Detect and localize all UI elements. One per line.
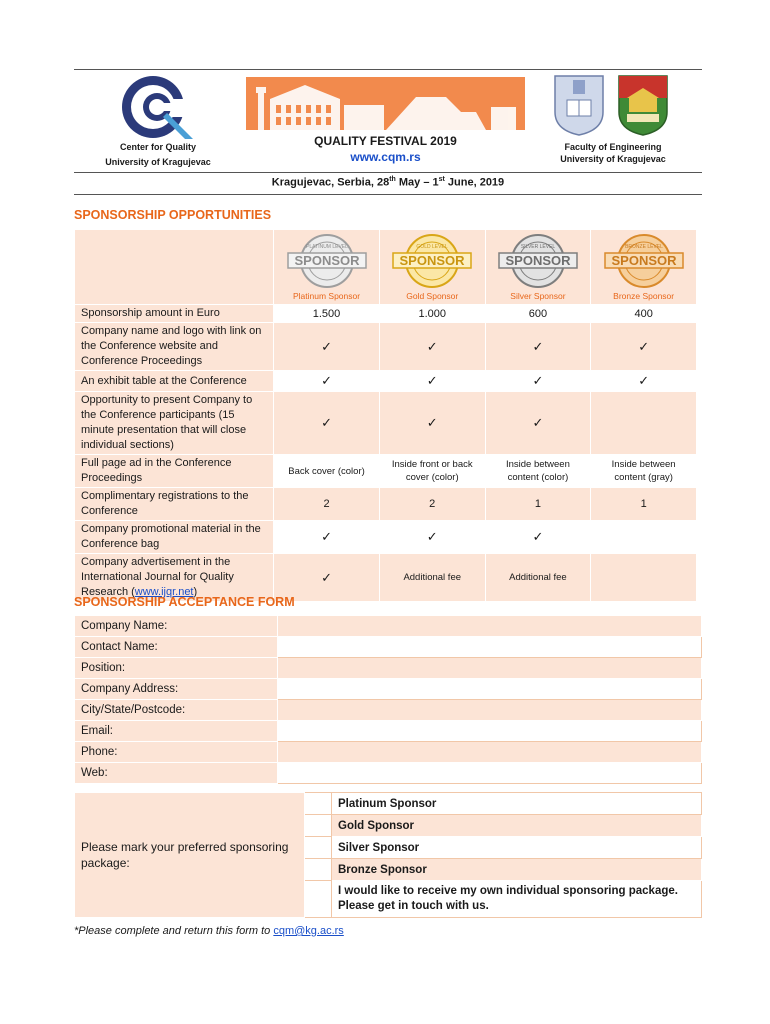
gold-checkbox[interactable] <box>305 815 332 837</box>
check-icon: ✓ <box>274 323 380 371</box>
company-name-label: Company Name: <box>75 616 278 637</box>
journal-ad-text: Company advertisement in the International Journal for Quality Research ( <box>81 556 234 598</box>
ad-gold: Inside front or back cover (color) <box>379 455 485 488</box>
package-header-gold <box>379 230 485 305</box>
position-label: Position: <box>75 658 278 679</box>
contact-name-label: Contact Name: <box>75 637 278 658</box>
amount-platinum: 1.500 <box>274 305 380 323</box>
check-icon: ✓ <box>379 392 485 455</box>
right-caption-2: University of Kragujevac <box>560 154 666 164</box>
left-caption-1: Center for Quality <box>119 142 196 152</box>
package-selection <box>74 792 702 918</box>
row-label-presentation: Opportunity to present Company to the Conference participants (15 minute presentation that will close individual sections) <box>75 392 274 455</box>
platinum-option: Platinum Sponsor <box>332 793 702 815</box>
check-icon: ✓ <box>274 554 380 602</box>
position-field[interactable] <box>278 658 702 679</box>
row-label-exhibit: An exhibit table at the Conference <box>75 371 274 392</box>
registrations-gold: 2 <box>379 488 485 521</box>
faculty-emblem <box>617 72 669 136</box>
svg-text:SILVER LEVEL: SILVER LEVEL <box>520 243 556 250</box>
registrations-silver: 1 <box>485 488 591 521</box>
amount-silver: 600 <box>485 305 591 323</box>
web-field[interactable] <box>278 763 702 784</box>
platinum-seal-icon <box>284 234 370 288</box>
svg-text:SPONSOR: SPONSOR <box>399 252 465 268</box>
contact-name-field[interactable] <box>278 637 702 658</box>
silver-seal-icon <box>495 234 581 288</box>
registrations-bronze: 1 <box>591 488 697 521</box>
silver-option: Silver Sponsor <box>332 837 702 859</box>
email-label: Email: <box>75 721 278 742</box>
svg-text:SPONSOR: SPONSOR <box>505 252 571 268</box>
individual-package-checkbox[interactable] <box>305 881 332 918</box>
amount-bronze: 400 <box>591 305 697 323</box>
check-icon: ✓ <box>274 392 380 455</box>
check-icon: ✓ <box>485 521 591 554</box>
dates-prefix: Kragujevac, Serbia, 28 <box>271 176 390 189</box>
gold-option: Gold Sponsor <box>332 815 702 837</box>
bronze-seal-icon <box>601 234 687 288</box>
check-icon: ✓ <box>485 323 591 371</box>
empty-cell <box>591 554 697 602</box>
package-name-bronze: Bronze Sponsor <box>613 290 675 301</box>
ad-platinum: Back cover (color) <box>274 455 380 488</box>
amount-gold: 1.000 <box>379 305 485 323</box>
bronze-checkbox[interactable] <box>305 859 332 881</box>
svg-text:BRONZE LEVEL: BRONZE LEVEL <box>624 243 663 250</box>
individual-package-option: I would like to receive my own individual sponsoring package. Please get in touch with us. <box>332 881 702 918</box>
check-icon: ✓ <box>274 521 380 554</box>
svg-text:GOLD LEVEL: GOLD LEVEL <box>416 243 448 250</box>
check-icon: ✓ <box>591 371 697 392</box>
check-icon: ✓ <box>485 392 591 455</box>
registrations-platinum: 2 <box>274 488 380 521</box>
check-icon: ✓ <box>379 371 485 392</box>
city-label: City/State/Postcode: <box>75 700 278 721</box>
row-label-logo: Company name and logo with link on the Conference website and Conference Proceedings <box>75 323 274 371</box>
check-icon: ✓ <box>591 323 697 371</box>
festival-title: QUALITY FESTIVAL 2019 <box>314 134 457 148</box>
check-icon: ✓ <box>485 371 591 392</box>
footer-note <box>74 925 344 937</box>
phone-label: Phone: <box>75 742 278 763</box>
phone-field[interactable] <box>278 742 702 763</box>
check-icon: ✓ <box>274 371 380 392</box>
package-name-gold: Gold Sponsor <box>406 290 459 301</box>
festival-banner <box>246 77 525 130</box>
email-field[interactable] <box>278 721 702 742</box>
svg-text:SPONSOR: SPONSOR <box>294 252 360 268</box>
header-bottom-rule <box>74 194 702 195</box>
top-rule <box>74 69 702 70</box>
event-dates <box>74 176 702 189</box>
opportunities-title: SPONSORSHIP OPPORTUNITIES <box>74 208 272 222</box>
silver-checkbox[interactable] <box>305 837 332 859</box>
journal-ad-suffix: ) <box>193 586 198 598</box>
company-name-field[interactable] <box>278 616 702 637</box>
ad-bronze: Inside between content (gray) <box>591 455 697 488</box>
bronze-option: Bronze Sponsor <box>332 859 702 881</box>
package-header-silver <box>485 230 591 305</box>
city-field[interactable] <box>278 700 702 721</box>
dates-suffix: June, 2019 <box>444 176 505 189</box>
company-address-label: Company Address: <box>75 679 278 700</box>
dates-sup1: th <box>389 176 396 183</box>
package-prompt: Please mark your preferred sponsoring package: <box>75 793 305 918</box>
check-icon: ✓ <box>379 323 485 371</box>
ijqr-link[interactable]: www.ijqr.net <box>134 586 194 598</box>
ad-silver: Inside between content (color) <box>485 455 591 488</box>
acceptance-form <box>74 615 702 784</box>
row-label-promo-material: Company promotional material in the Conference bag <box>75 521 274 554</box>
package-name-platinum: Platinum Sponsor <box>292 290 361 301</box>
left-caption-2: University of Kragujevac <box>105 157 211 167</box>
journal-silver: Additional fee <box>485 554 591 602</box>
package-header-bronze <box>591 230 697 305</box>
web-label: Web: <box>75 763 278 784</box>
company-address-field[interactable] <box>278 679 702 700</box>
university-emblem <box>553 72 605 136</box>
package-header-platinum <box>274 230 380 305</box>
sponsorship-table <box>74 229 697 602</box>
package-name-silver: Silver Sponsor <box>510 290 566 301</box>
row-label-registrations: Complimentary registrations to the Conference <box>75 488 274 521</box>
right-caption-1: Faculty of Engineering <box>564 142 662 152</box>
dates-sup2: st <box>438 176 445 183</box>
gold-seal-icon <box>389 234 475 288</box>
empty-cell <box>591 521 697 554</box>
svg-text:SPONSOR: SPONSOR <box>611 252 677 268</box>
header-divider <box>74 172 702 173</box>
footer-text: *Please complete and return this form to <box>74 925 274 937</box>
platinum-checkbox[interactable] <box>305 793 332 815</box>
festival-url[interactable]: www.cqm.rs <box>350 150 421 164</box>
row-label-full-page-ad: Full page ad in the Conference Proceedings <box>75 455 274 488</box>
svg-text:PLATINUM LEVEL: PLATINUM LEVEL <box>305 243 348 250</box>
check-icon: ✓ <box>379 521 485 554</box>
journal-gold: Additional fee <box>379 554 485 602</box>
footer-email-link[interactable]: cqm@kg.ac.rs <box>273 925 344 937</box>
form-title: SPONSORSHIP ACCEPTANCE FORM <box>74 595 295 609</box>
header-empty-cell <box>75 230 274 305</box>
row-label-amount: Sponsorship amount in Euro <box>75 305 274 323</box>
empty-cell <box>591 392 697 455</box>
center-for-quality-logo <box>115 73 199 141</box>
dates-mid: May – 1 <box>395 176 439 189</box>
